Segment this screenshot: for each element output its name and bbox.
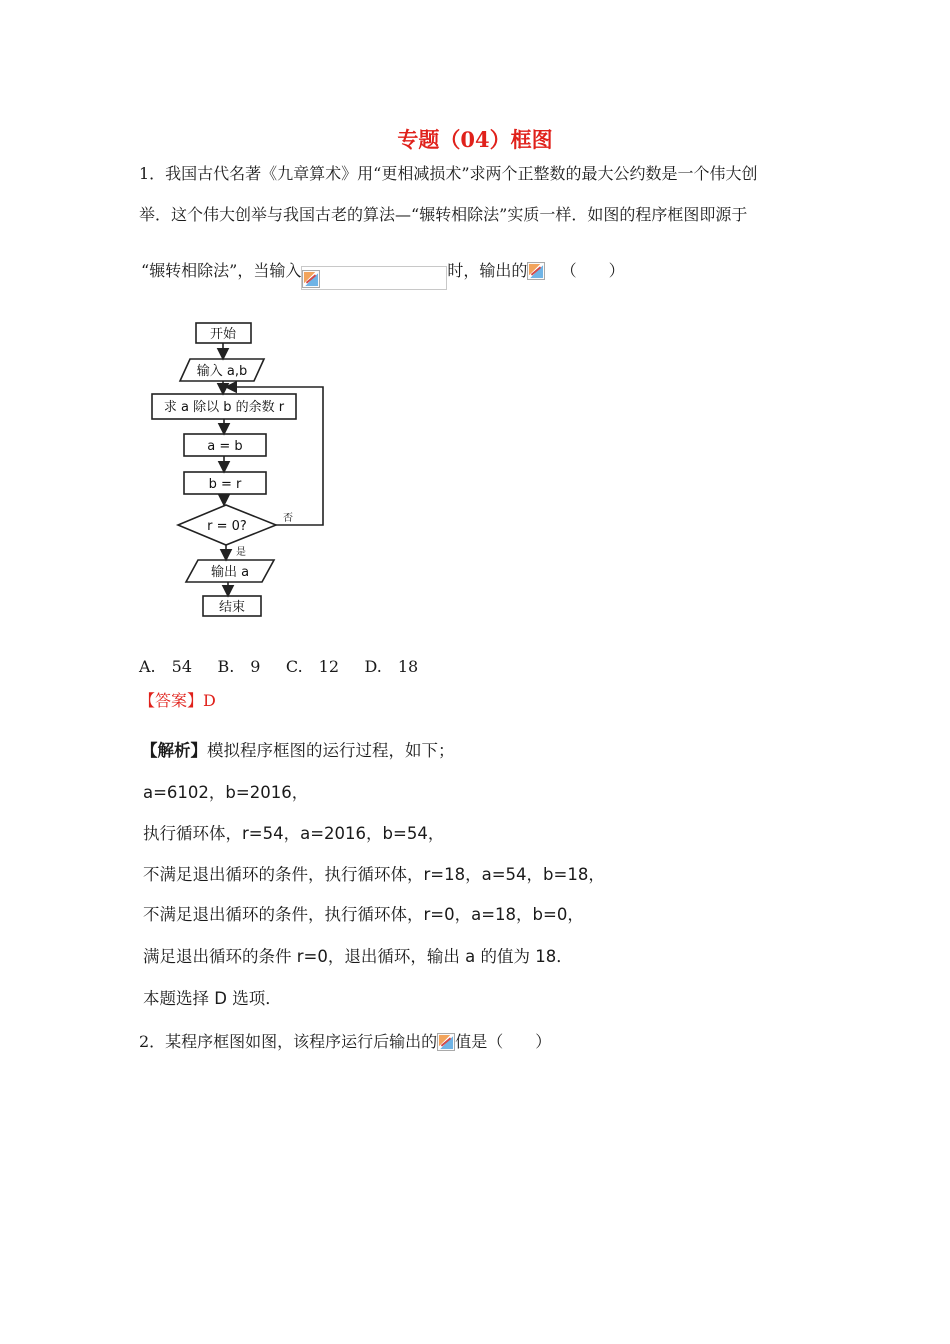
q1-line3-post: （ ） — [560, 261, 625, 280]
answer-line — [139, 691, 216, 711]
flow-end-label: 结束 — [218, 600, 246, 615]
flow-step2-label: a = b — [207, 439, 243, 454]
option-b: B. 9 — [217, 657, 261, 676]
solution-line-6: 本题选择 D 选项． — [143, 989, 282, 1008]
solution-tag: 【解析】 — [141, 741, 207, 760]
solution-line-5: 满足退出循环的条件 r=0，退出循环，输出 a 的值为 18． — [143, 947, 573, 966]
solution-line-4: 不满足退出循环的条件，执行循环体，r=0，a=18，b=0， — [143, 905, 584, 924]
option-c: C. 12 — [285, 657, 340, 676]
q2-post: 值是（ ） — [455, 1032, 552, 1051]
formula-image-box — [301, 266, 447, 290]
option-d: D. 18 — [364, 657, 419, 676]
q1-line1: 1．我国古代名著《九章算术》用“更相减损术”求两个正整数的最大公约数是一个伟大创 — [139, 164, 758, 183]
broken-image-icon — [437, 1033, 455, 1051]
q1-line3-mid: 时，输出的 — [447, 261, 528, 280]
flow-yes-label: 是 — [236, 547, 246, 558]
q1-line3-pre: “辗转相除法”，当输入 — [141, 261, 302, 280]
flow-start-label: 开始 — [209, 327, 237, 342]
broken-image-icon — [302, 270, 320, 288]
flow-step1-label: 求 a 除以 b 的余数 r — [163, 400, 285, 415]
q2-line — [139, 1032, 551, 1052]
answer-value: D — [203, 691, 216, 710]
flowchart — [140, 315, 340, 625]
q2-pre: 2．某程序框图如图，该程序运行后输出的 — [139, 1032, 438, 1051]
q1-line2: 举．这个伟大创举与我国古老的算法—“辗转相除法”实质一样．如图的程序框图即源于 — [139, 205, 748, 224]
flow-step3-label: b = r — [208, 477, 242, 492]
q1-line3 — [141, 261, 625, 290]
page-title: 专题（04）框图 — [397, 127, 553, 152]
solution-intro: 模拟程序框图的运行过程，如下； — [207, 741, 455, 760]
answer-tag: 【答案】 — [139, 691, 204, 710]
flow-output-label: 输出 a — [210, 565, 250, 580]
solution-line-3: 不满足退出循环的条件，执行循环体，r=18，a=54，b=18， — [143, 865, 605, 884]
solution-line-2: 执行循环体，r=54，a=2016，b=54， — [143, 824, 445, 843]
solution-line-1: a=6102，b=2016， — [143, 783, 309, 802]
flow-no-label: 否 — [283, 513, 293, 524]
option-a: A. 54 — [139, 657, 193, 676]
flow-condition-label: r = 0? — [207, 519, 247, 534]
flow-input-label: 输入 a,b — [196, 364, 248, 379]
broken-image-icon — [527, 262, 545, 280]
solution-intro-line — [141, 737, 455, 761]
q1-options — [139, 657, 418, 677]
